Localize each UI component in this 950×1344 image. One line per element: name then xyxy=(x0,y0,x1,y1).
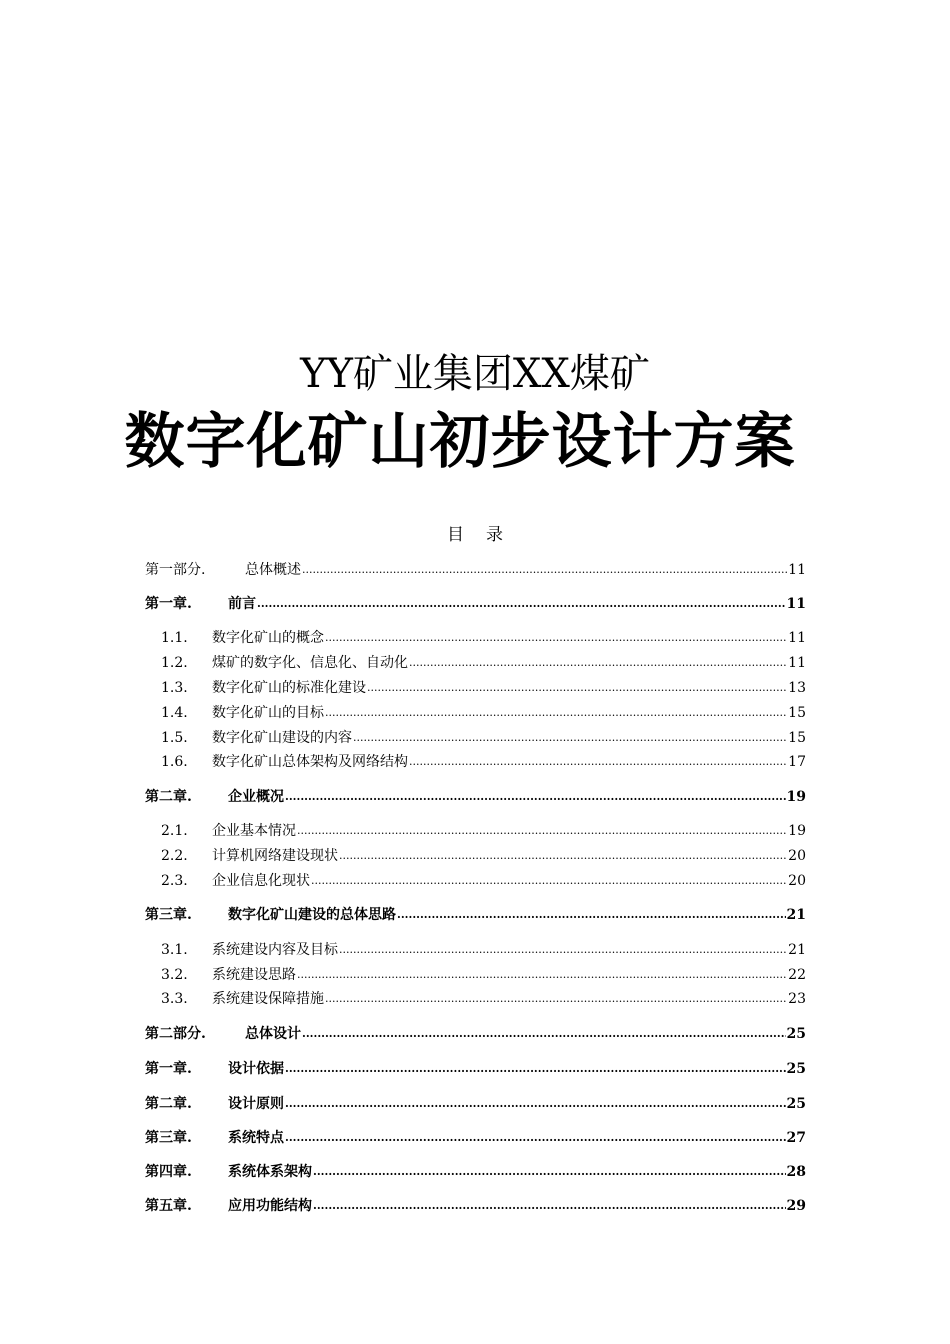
toc-entry-number: 3.2. xyxy=(161,967,188,983)
toc-entry-number: 1.6. xyxy=(161,754,188,770)
toc-entry-label: 数字化矿山的目标 xyxy=(212,705,324,721)
toc-entry-number: 1.3. xyxy=(161,680,188,696)
toc-entry-page-number: 11 xyxy=(788,562,806,578)
toc-entry-label: 总体设计 xyxy=(245,1026,301,1042)
toc-entry-label: 设计原则 xyxy=(228,1096,284,1112)
toc-entry[interactable] xyxy=(145,751,806,773)
toc-entry-page-number: 15 xyxy=(788,730,806,746)
toc-entry-label: 设计依据 xyxy=(228,1061,284,1077)
toc-entry-page-number: 17 xyxy=(788,754,806,770)
toc-entry-number: 3.1. xyxy=(161,942,188,958)
toc-entry[interactable] xyxy=(145,727,806,749)
toc-entry[interactable] xyxy=(145,627,806,649)
toc-entry-label: 数字化矿山建设的总体思路 xyxy=(228,907,396,923)
toc-entry-page-number: 25 xyxy=(786,1061,806,1077)
toc-entry[interactable] xyxy=(145,904,806,926)
toc-entry-label: 企业基本情况 xyxy=(212,823,296,839)
toc-entry-label: 系统体系架构 xyxy=(228,1164,312,1180)
toc-dot-leader xyxy=(285,1058,786,1080)
toc-entry-page-number: 13 xyxy=(788,680,806,696)
toc-entry-label: 系统建设内容及目标 xyxy=(212,942,338,958)
toc-entry[interactable] xyxy=(145,1058,806,1080)
toc-entry-number: 1.1. xyxy=(161,630,188,646)
toc-dot-leader xyxy=(339,845,787,867)
toc-entry-page-number: 19 xyxy=(788,823,806,839)
toc-entry-number: 1.2. xyxy=(161,655,188,671)
toc-entry-page-number: 22 xyxy=(788,967,806,983)
toc-dot-leader xyxy=(297,820,787,842)
toc-entry-label: 总体概述 xyxy=(245,562,301,578)
toc-entry-page-number: 29 xyxy=(786,1198,806,1214)
toc-entry-label: 企业信息化现状 xyxy=(212,873,310,889)
toc-dot-leader xyxy=(409,751,787,773)
toc-entry[interactable] xyxy=(145,845,806,867)
toc-entry[interactable] xyxy=(145,1093,806,1115)
toc-entry-number: 第二章. xyxy=(145,789,192,805)
toc-dot-leader xyxy=(353,727,787,749)
document-title-line-2: 数字化矿山初步设计方案 xyxy=(124,407,796,477)
toc-entry-number: 2.3. xyxy=(161,873,188,889)
toc-entry[interactable] xyxy=(145,786,806,808)
toc-entry-page-number: 27 xyxy=(786,1130,806,1146)
toc-entry-page-number: 21 xyxy=(788,942,806,958)
toc-entry-label: 前言 xyxy=(228,596,256,612)
toc-dot-leader xyxy=(409,652,787,674)
toc-dot-leader xyxy=(297,964,787,986)
toc-entry-page-number: 11 xyxy=(788,630,806,646)
toc-entry-number: 第四章. xyxy=(145,1164,192,1180)
toc-entry-number: 2.1. xyxy=(161,823,188,839)
toc-entry[interactable] xyxy=(145,702,806,724)
toc-dot-leader xyxy=(339,939,787,961)
toc-entry-page-number: 28 xyxy=(786,1164,806,1180)
toc-entry[interactable] xyxy=(145,1195,806,1217)
toc-dot-leader xyxy=(325,702,787,724)
toc-entry-number: 1.5. xyxy=(161,730,188,746)
toc-entry[interactable] xyxy=(145,1023,806,1045)
toc-entry-page-number: 20 xyxy=(788,848,806,864)
toc-dot-leader xyxy=(313,1161,786,1183)
toc-dot-leader xyxy=(302,559,787,581)
toc-entry-label: 数字化矿山总体架构及网络结构 xyxy=(212,754,408,770)
toc-entry-page-number: 19 xyxy=(786,789,806,805)
toc-dot-leader xyxy=(367,677,787,699)
toc-dot-leader xyxy=(397,904,786,926)
toc-entry[interactable] xyxy=(145,677,806,699)
toc-entry[interactable] xyxy=(145,988,806,1010)
toc-dot-leader xyxy=(285,1093,786,1115)
toc-entry-number: 第二部分. xyxy=(145,1026,206,1042)
toc-entry[interactable] xyxy=(145,1161,806,1183)
toc-entry-label: 数字化矿山的概念 xyxy=(212,630,324,646)
toc-entry[interactable] xyxy=(145,939,806,961)
toc-entry-page-number: 20 xyxy=(788,873,806,889)
toc-entry-number: 2.2. xyxy=(161,848,188,864)
toc-entry-number: 第一章. xyxy=(145,596,192,612)
toc-entry-number: 3.3. xyxy=(161,991,188,1007)
toc-entry-number: 第五章. xyxy=(145,1198,192,1214)
toc-dot-leader xyxy=(302,1023,786,1045)
toc-entry-number: 第一部分. xyxy=(145,562,206,578)
toc-entry-label: 数字化矿山建设的内容 xyxy=(212,730,352,746)
toc-entry[interactable] xyxy=(145,964,806,986)
toc-dot-leader xyxy=(311,870,787,892)
document-title-line-1: YY矿业集团XX煤矿 xyxy=(300,351,650,397)
toc-entry-number: 第一章. xyxy=(145,1061,192,1077)
toc-entry-number: 第三章. xyxy=(145,907,192,923)
toc-entry[interactable] xyxy=(145,820,806,842)
toc-entry-label: 数字化矿山的标准化建设 xyxy=(212,680,366,696)
toc-entry-label: 煤矿的数字化、信息化、自动化 xyxy=(212,655,408,671)
toc-entry-label: 计算机网络建设现状 xyxy=(212,848,338,864)
toc-dot-leader xyxy=(325,627,787,649)
toc-entry-label: 系统建设思路 xyxy=(212,967,296,983)
toc-entry-page-number: 25 xyxy=(786,1096,806,1112)
toc-entry-label: 系统建设保障措施 xyxy=(212,991,324,1007)
toc-entry-number: 1.4. xyxy=(161,705,188,721)
toc-entry[interactable] xyxy=(145,1127,806,1149)
toc-heading xyxy=(0,523,950,547)
toc-entry-page-number: 15 xyxy=(788,705,806,721)
toc-dot-leader xyxy=(257,593,786,615)
toc-entry-page-number: 23 xyxy=(788,991,806,1007)
toc-entry-page-number: 25 xyxy=(786,1026,806,1042)
toc-entry-page-number: 11 xyxy=(786,596,806,612)
toc-entry-number: 第三章. xyxy=(145,1130,192,1146)
toc-entry-label: 系统特点 xyxy=(228,1130,284,1146)
toc-heading-left: 目 xyxy=(447,525,464,545)
toc-entry-page-number: 21 xyxy=(786,907,806,923)
toc-entry-label: 应用功能结构 xyxy=(228,1198,312,1214)
toc-entry[interactable] xyxy=(145,870,806,892)
toc-entry-number: 第二章. xyxy=(145,1096,192,1112)
toc-entry-page-number: 11 xyxy=(788,655,806,671)
toc-dot-leader xyxy=(285,1127,786,1149)
toc-dot-leader xyxy=(325,988,787,1010)
toc-entry[interactable] xyxy=(145,593,806,615)
toc-entry[interactable] xyxy=(145,559,806,581)
toc-dot-leader xyxy=(285,786,786,808)
toc-dot-leader xyxy=(313,1195,786,1217)
toc-entry-label: 企业概况 xyxy=(228,789,284,805)
toc-heading-right: 录 xyxy=(486,525,503,545)
toc-entry[interactable] xyxy=(145,652,806,674)
